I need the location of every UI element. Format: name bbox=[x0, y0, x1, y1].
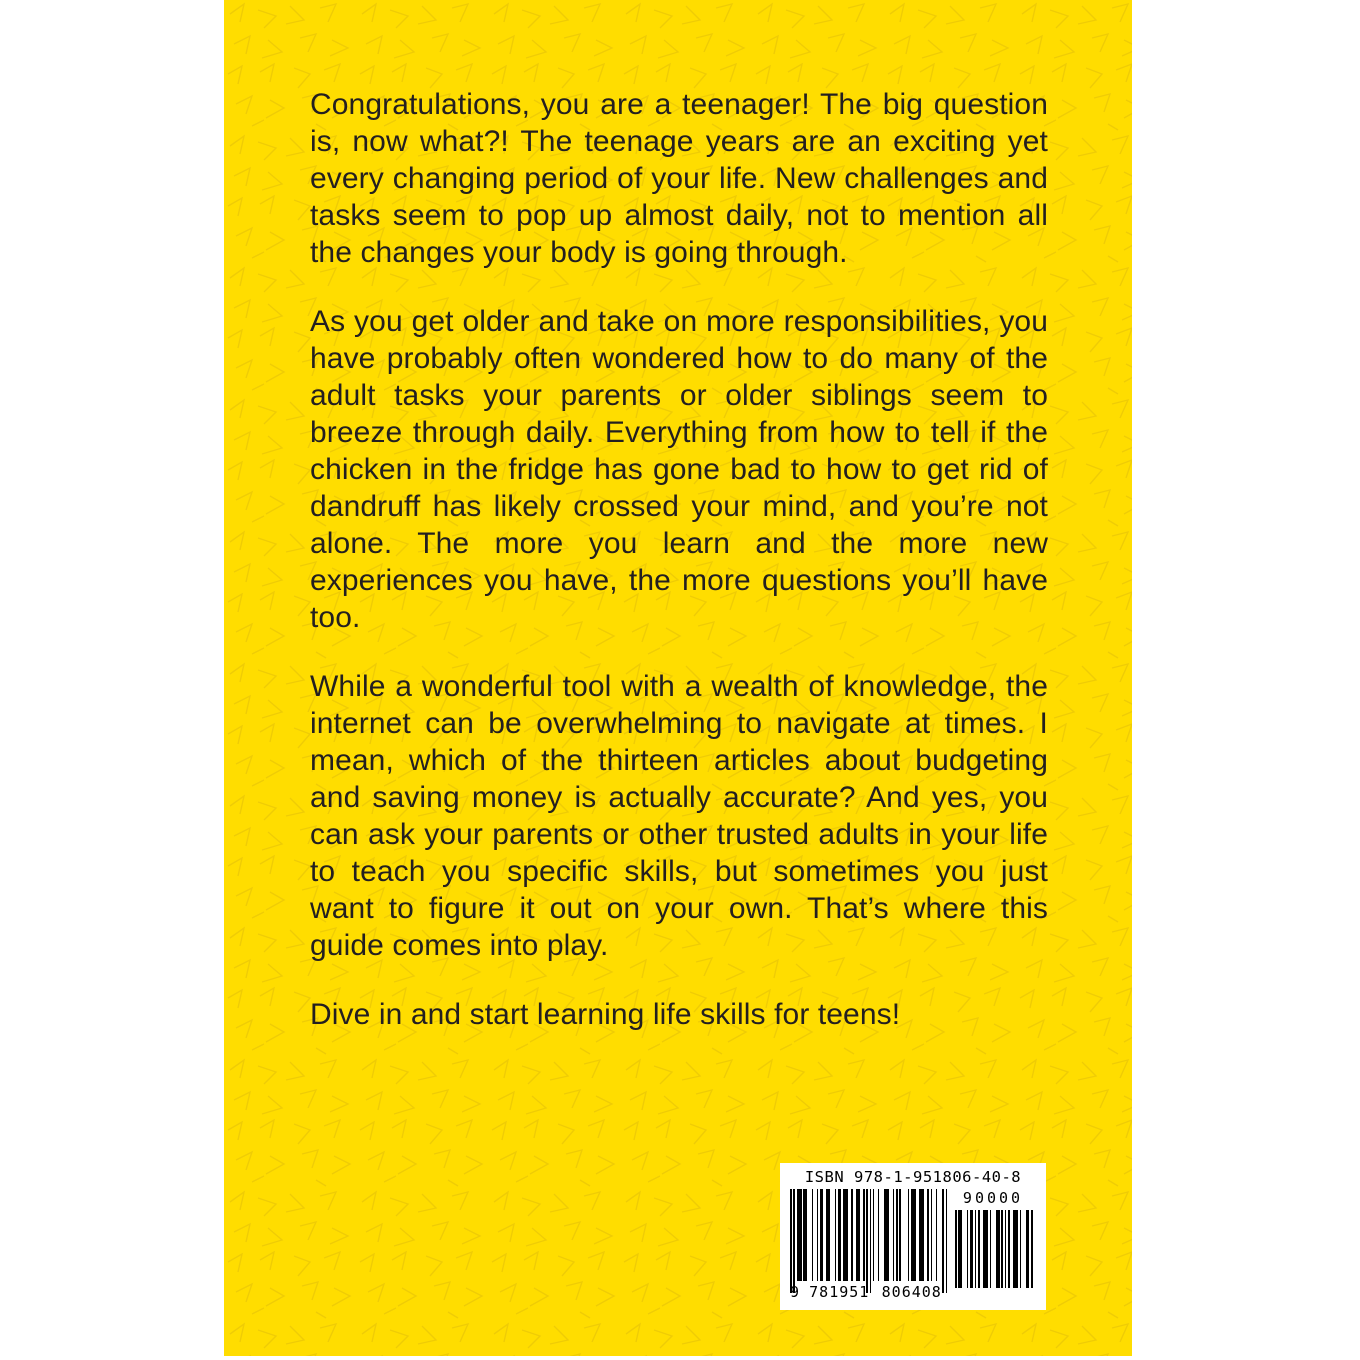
ean13-bars bbox=[790, 1189, 948, 1293]
ean13-lead-digit: 9 bbox=[790, 1283, 800, 1301]
body-paragraph-3: While a wonderful tool with a wealth of knowledge, the internet can be overwhelming to navigate at times. I mean, which of the thirteen articles about budgeting and saving money is actually accurate? And yes, you can ask your parents or other trusted adults in your life to teach you specific skills, but sometimes you just want to figure it out on your own. That’s where this guide comes into play. bbox=[310, 670, 1048, 962]
barcode-row bbox=[790, 1189, 1036, 1303]
book-back-cover bbox=[224, 0, 1132, 1356]
ean13-digits bbox=[790, 1283, 948, 1301]
body-text bbox=[310, 86, 1048, 1033]
ean13-barcode bbox=[790, 1189, 948, 1303]
body-paragraph-4: Dive in and start learning life skills for teens! bbox=[310, 998, 901, 1031]
ean5-bars bbox=[953, 1210, 1033, 1288]
ean13-digit-group-2: 806408 bbox=[881, 1283, 942, 1301]
ean5-addon bbox=[950, 1189, 1036, 1288]
body-paragraph-1: Congratulations, you are a teenager! The big question is, now what?! The teenage years are an exciting yet every changing period of your life. New challenges and tasks seem to pop up almost daily, not to mention all the changes your body is going through. bbox=[310, 88, 1048, 269]
barcode-box bbox=[780, 1163, 1046, 1310]
price-code: 90000 bbox=[962, 1189, 1024, 1207]
body-paragraph-2: As you get older and take on more responsibilities, you have probably often wondered how to do many of the adult tasks your parents or older siblings seem to breeze through daily. Everything from how to tell if the chicken in the fridge has gone bad to how to get rid of dandruff has likely crossed your mind, and you’re not alone. The more you learn and the more new experiences you have, the more questions you’ll have too. bbox=[310, 305, 1048, 634]
isbn-label: ISBN 978-1-951806-40-8 bbox=[804, 1168, 1022, 1186]
ean13-digit-group-1: 781951 bbox=[809, 1283, 870, 1301]
